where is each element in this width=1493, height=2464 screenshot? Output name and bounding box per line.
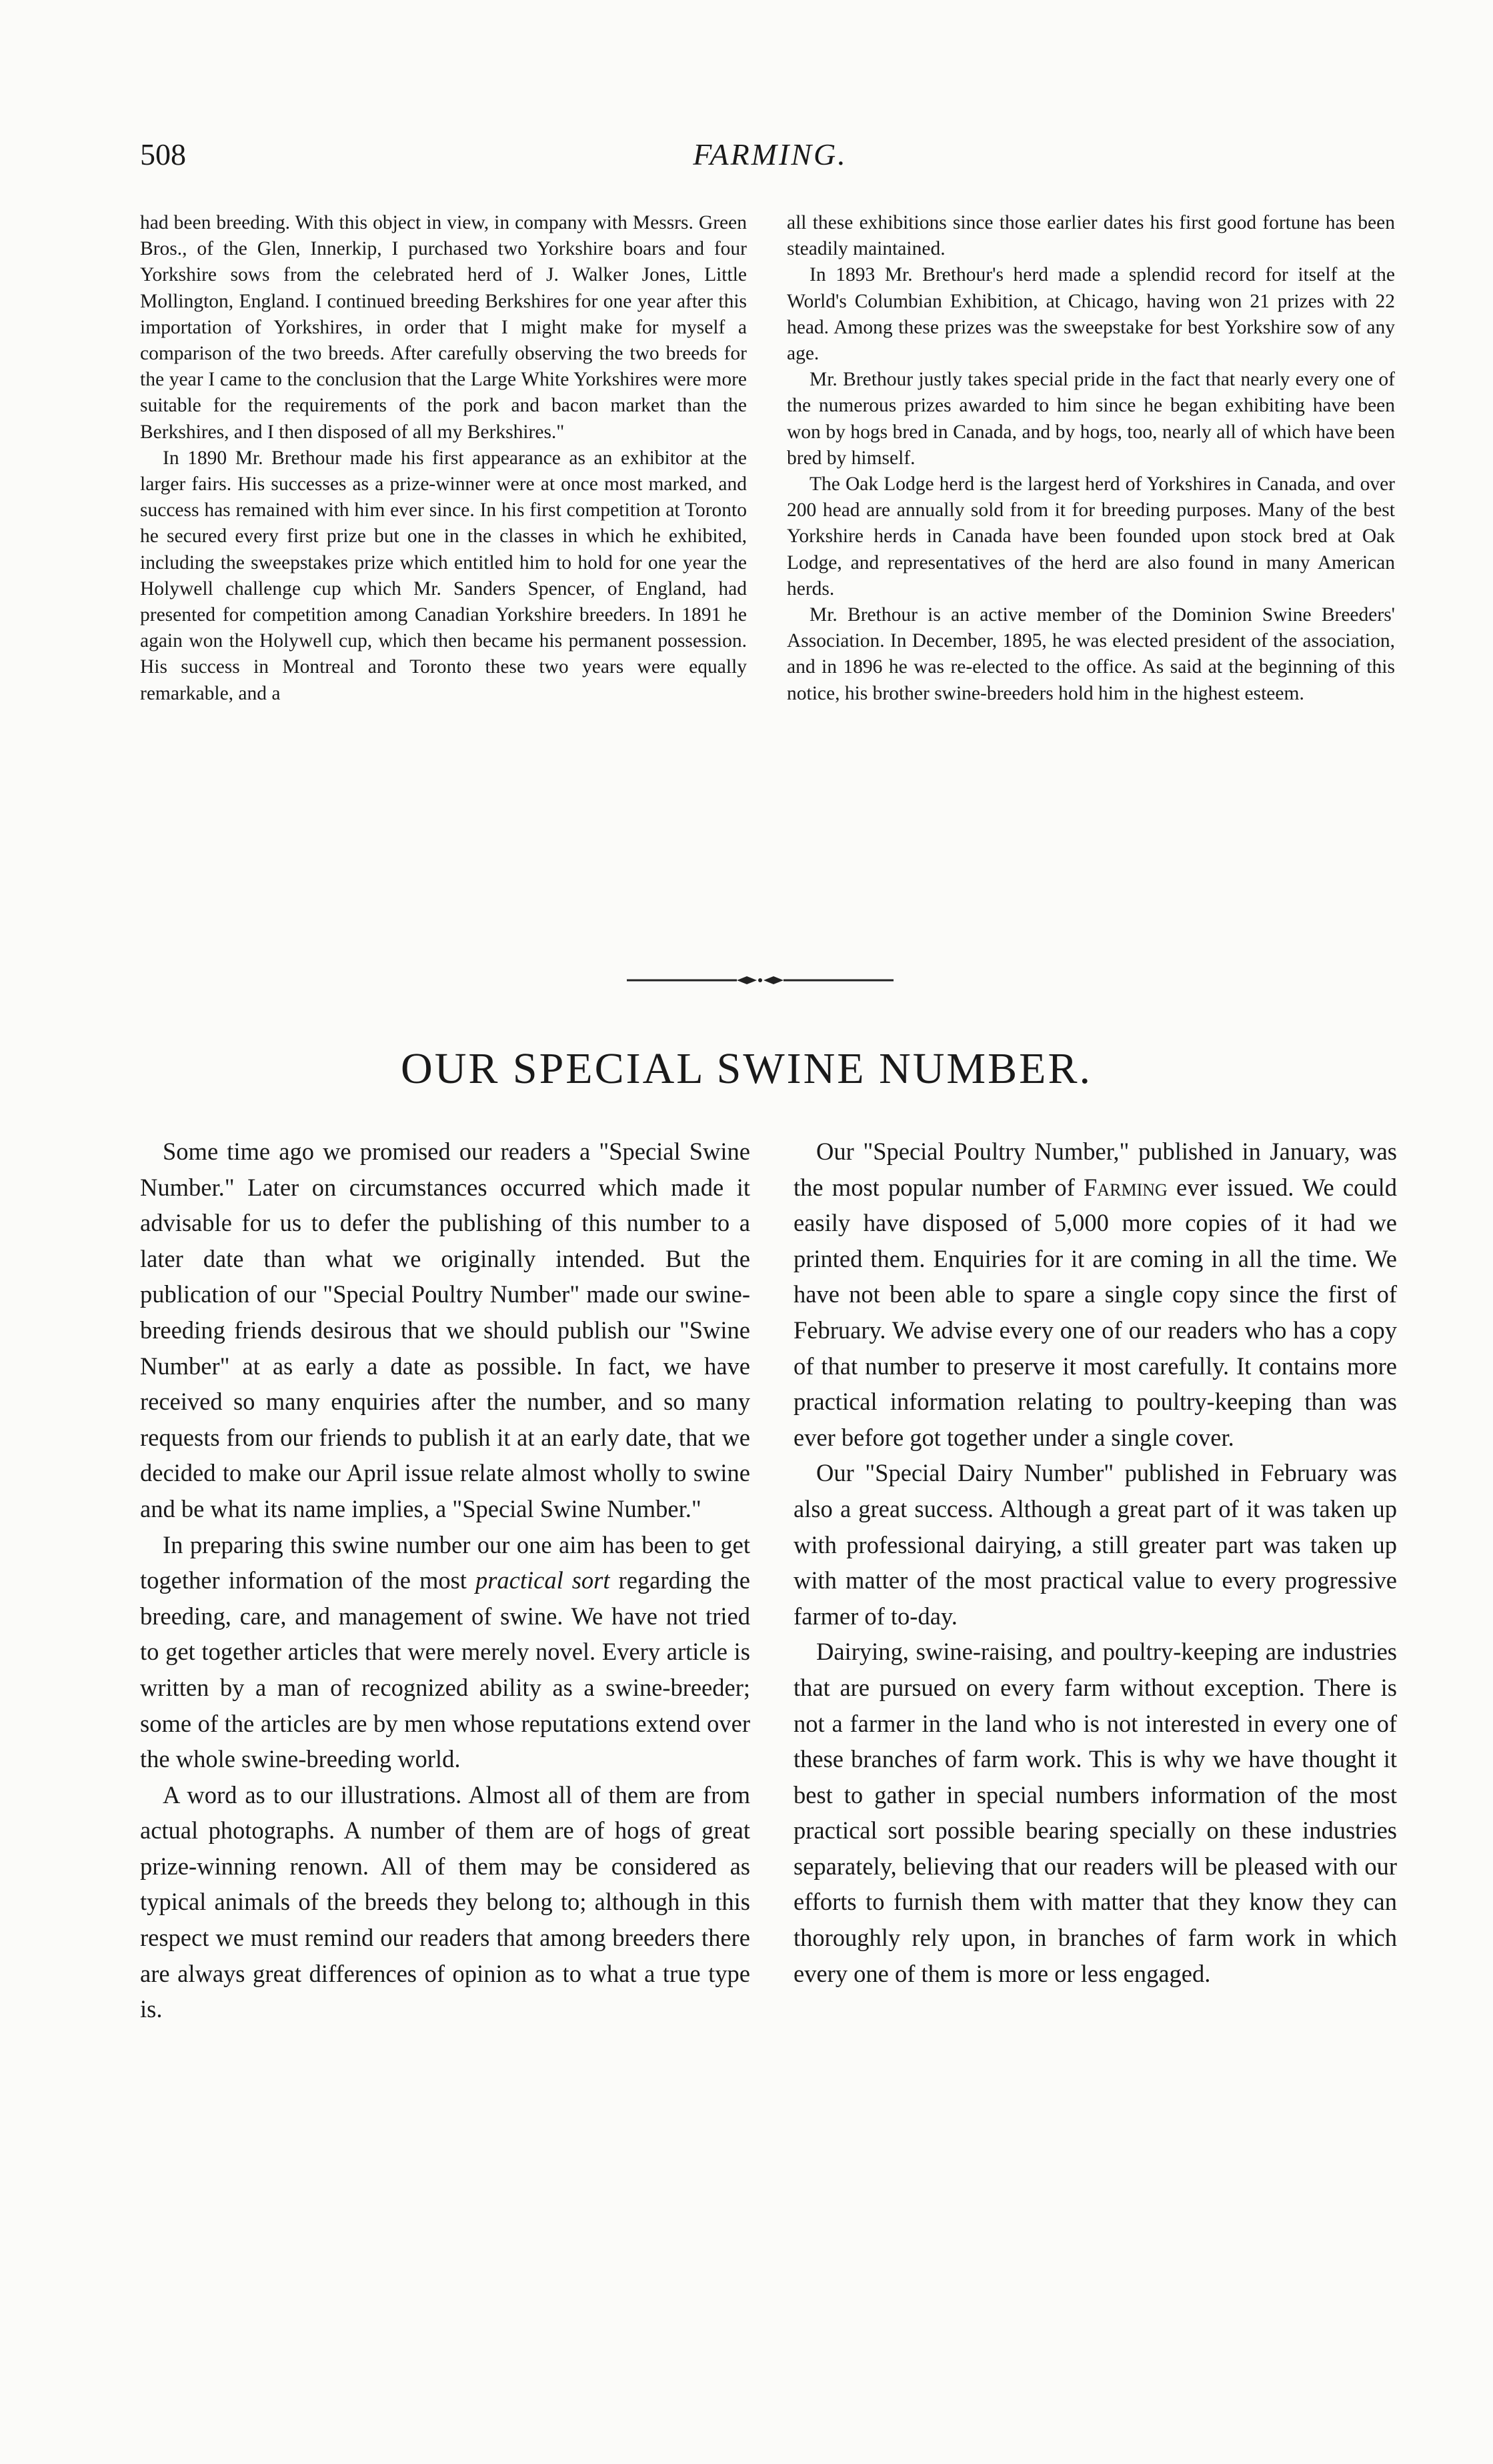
article-title: OUR SPECIAL SWINE NUMBER. — [401, 1044, 1092, 1093]
paragraph: Dairying, swine-raising, and poultry-keeping are industries that are pursued on every farm without exception. There is not a farmer in the land who is not interested in every one of these branches of farm work. This is why we have thought it best to gather in special numbers information of the most practical sort possible bearing specially on these industries separately, believing that our readers will be pleased with our efforts to furnish them with matter that they know they can thoroughly rely upon, in branches of farm work in which every one of them is more or less engaged. — [794, 1638, 1397, 1987]
paragraph — [140, 1527, 750, 1777]
paragraph: Mr. Brethour justly takes special pride in the fact that nearly every one of the numerous prizes awarded to him since he began exhibiting have been won by hogs bred in Canada, and by hogs, too, nearly all of which have been bred by himself. — [787, 369, 1395, 469]
paragraph — [794, 1134, 1397, 1455]
running-title: FARMING. — [693, 137, 848, 171]
paragraph: In 1893 Mr. Brethour's herd made a splendid record for itself at the World's Columbian Exhibition, at Chicago, having won 21 prizes with 22 head. Among these prizes was the sweepstake for best Yorkshire sow of any age. — [787, 264, 1395, 365]
article-right-column — [794, 1134, 1397, 1991]
article-left-column — [140, 1134, 750, 2027]
divider-diamond-right — [764, 976, 784, 984]
text-run: In preparing this swine number our one aim has been to get together information of the most — [140, 1530, 750, 1594]
section-divider — [627, 974, 894, 987]
publication-name: Farming — [1084, 1173, 1168, 1201]
divider-diamond-left — [737, 976, 757, 984]
top-left-column — [140, 210, 747, 707]
divider-dot — [758, 978, 762, 982]
page-header — [140, 137, 1400, 183]
paragraph: had been breeding. With this object in view, in company with Messrs. Green Bros., of the Glen, Innerkip, I purchased two Yorkshire boars and four Yorkshire sows from the celebrated herd of J. Walker Jones, Little Mollington, England. I continued breeding Berkshires for one year after this importation of Yorkshires, in order that I might make for myself a comparison of the two breeds. After carefully observing the two breeds for the year I came to the conclusion that the Large White Yorkshires were more suitable for the requirements of the pork and bacon market than the Berkshires, and I then disposed of all my Berkshires." — [140, 212, 747, 443]
paragraph: The Oak Lodge herd is the largest herd of Yorkshires in Canada, and over 200 head are annually sold from it for breeding purposes. Many of the best Yorkshire herds in Canada have been founded upon stock bred at Oak Lodge, and representatives of the herd are also found in many American herds. — [787, 473, 1395, 599]
paragraph: Mr. Brethour is an active member of the Dominion Swine Breeders' Association. In December, 1895, he was elected president of the association, and in 1896 he was re-elected to the office. As said at the beginning of this notice, his brother swine-breeders hold him in the highest esteem. — [787, 604, 1395, 704]
paragraph: A word as to our illustrations. Almost all of them are from actual photographs. A number of them are of hogs of great prize-winning renown. All of them may be considered as typical animals of the breeds they belong to; although in this respect we must remind our readers that among breeders there are always great differences of opinion as to what a true type is. — [140, 1780, 750, 2023]
page-number: 508 — [140, 137, 186, 171]
paragraph: all these exhibitions since those earlier dates his first good fortune has been steadily maintained. — [787, 212, 1395, 260]
top-right-column — [787, 210, 1395, 707]
emphasis: practical sort — [475, 1566, 610, 1594]
text-run: ever issued. We could easily have disposed of 5,000 more copies of it had we printed them. Enquiries for it are coming in all the time. We have not been able to spare a single copy since the first of February. We advise every one of our readers who has a copy of that number to preserve it most carefully. It contains more practical information relating to poultry-keeping than was ever before got together under a single cover. — [794, 1173, 1397, 1451]
text-run: regarding the breeding, care, and management of swine. We have not tried to get together articles that were merely novel. Every article is written by a man of recognized ability as a swine-breeder; some of the articles are by men whose reputations extend over the whole swine-breeding world. — [140, 1566, 750, 1773]
text-run: Our "Special Poultry Number," published in January, was the most popular number of — [794, 1138, 1397, 1201]
paragraph: Some time ago we promised our readers a "Special Swine Number." Later on circumstances occurred which made it advisable for us to defer the publishing of this number to a later date than what we originally intended. But the publication of our "Special Poultry Number" made our swine-breeding friends desirous that we should publish our "Swine Number" at as early a date as possible. In fact, we have received so many enquiries after the number, and so many requests from our friends to publish it at an early date, that we decided to make our April issue relate almost wholly to swine and be what its name implies, a "Special Swine Number." — [140, 1138, 750, 1522]
paragraph: Our "Special Dairy Number" published in February was also a great success. Although a great part of it was taken up with professional dairying, a still greater part was taken up with matter of the most practical value to every progressive farmer of to-day. — [794, 1459, 1397, 1630]
paragraph: In 1890 Mr. Brethour made his first appearance as an exhibitor at the larger fairs. His successes as a prize-winner were at once most marked, and success has remained with him ever since. In his first competition at Toronto he secured every first prize but one in the classes in which he exhibited, including the sweepstakes prize which entitled him to hold for one year the Holywell challenge cup which Mr. Sanders Spencer, of England, had presented for competition among Canadian Yorkshire breeders. In 1891 he again won the Holywell cup, which then became his permanent possession. His success in Montreal and Toronto these two years were equally remarkable, and a — [140, 447, 747, 704]
